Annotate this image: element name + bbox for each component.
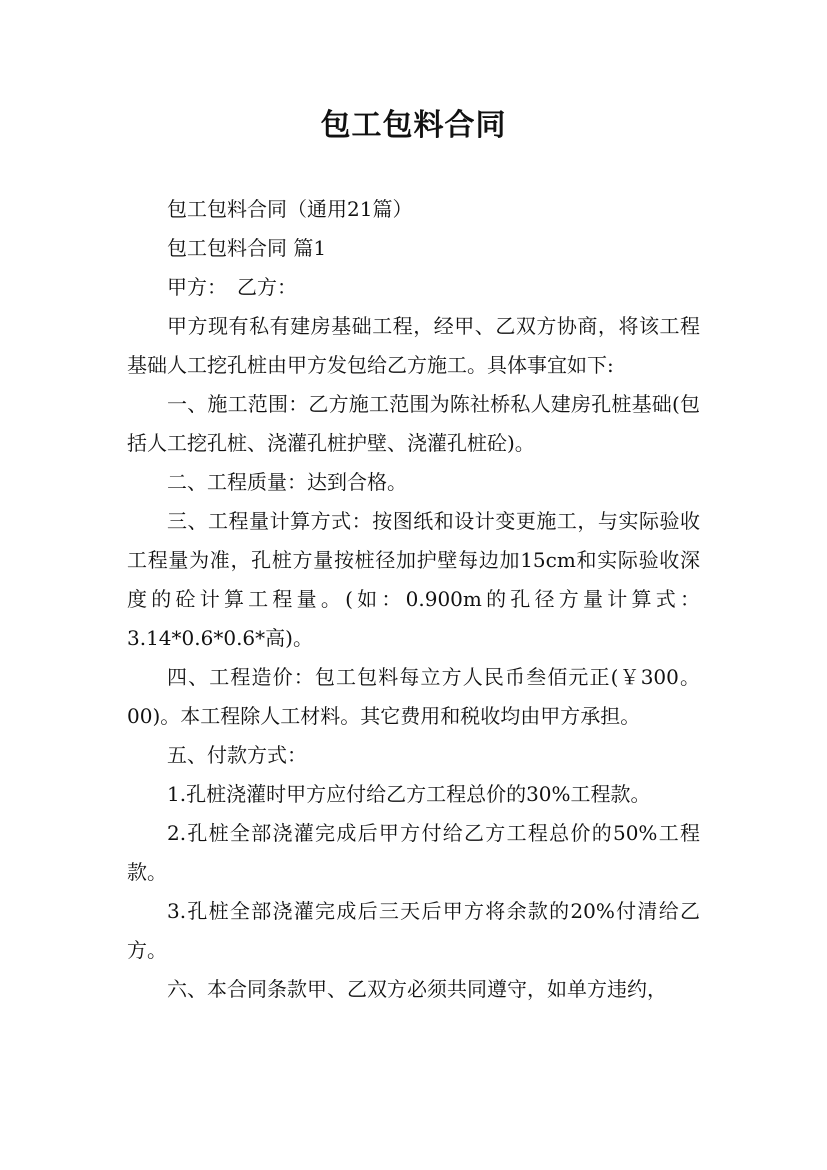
paragraph-payment-3: 3.孔桩全部浇灌完成后三天后甲方将余款的20%付清给乙方。	[127, 899, 700, 962]
paragraph-parties: 甲方： 乙方：	[167, 275, 297, 299]
paragraph-quantity-calculation: 三、工程量计算方式：按图纸和设计变更施工，与实际验收工程量为准，孔桩方量按桩径加护壁每边加15cm和实际验收深度的砼计算工程量。(如：0.900m的孔径方量计算式：3.14*0.6*0.6*高)。	[127, 509, 700, 650]
paragraph-payment-1: 1.孔桩浇灌时甲方应付给乙方工程总价的30%工程款。	[167, 782, 651, 806]
paragraph-terms: 六、本合同条款甲、乙双方必须共同遵守，如单方违约，	[167, 977, 667, 1001]
paragraph-quality: 二、工程质量：达到合格。	[167, 470, 407, 494]
paragraph-intro: 甲方现有私有建房基础工程，经甲、乙双方协商，将该工程基础人工挖孔桩由甲方发包给乙方施工。具体事宜如下:	[127, 314, 700, 377]
document-title: 包工包料合同	[320, 108, 507, 143]
paragraph-payment-heading: 五、付款方式：	[167, 743, 307, 767]
paragraph-section-heading: 包工包料合同 篇1	[167, 236, 327, 260]
paragraph-scope: 一、施工范围：乙方施工范围为陈社桥私人建房孔桩基础(包括人工挖孔桩、浇灌孔桩护壁、浇灌孔桩砼)。	[127, 392, 700, 455]
paragraph-subtitle: 包工包料合同（通用21篇）	[167, 197, 413, 221]
paragraph-cost: 四、工程造价：包工包料每立方人民币叁佰元正(￥300。00)。本工程除人工材料。其它费用和税收均由甲方承担。	[127, 665, 700, 728]
paragraph-payment-2: 2.孔桩全部浇灌完成后甲方付给乙方工程总价的50%工程款。	[127, 821, 700, 884]
document-body	[127, 190, 700, 1009]
